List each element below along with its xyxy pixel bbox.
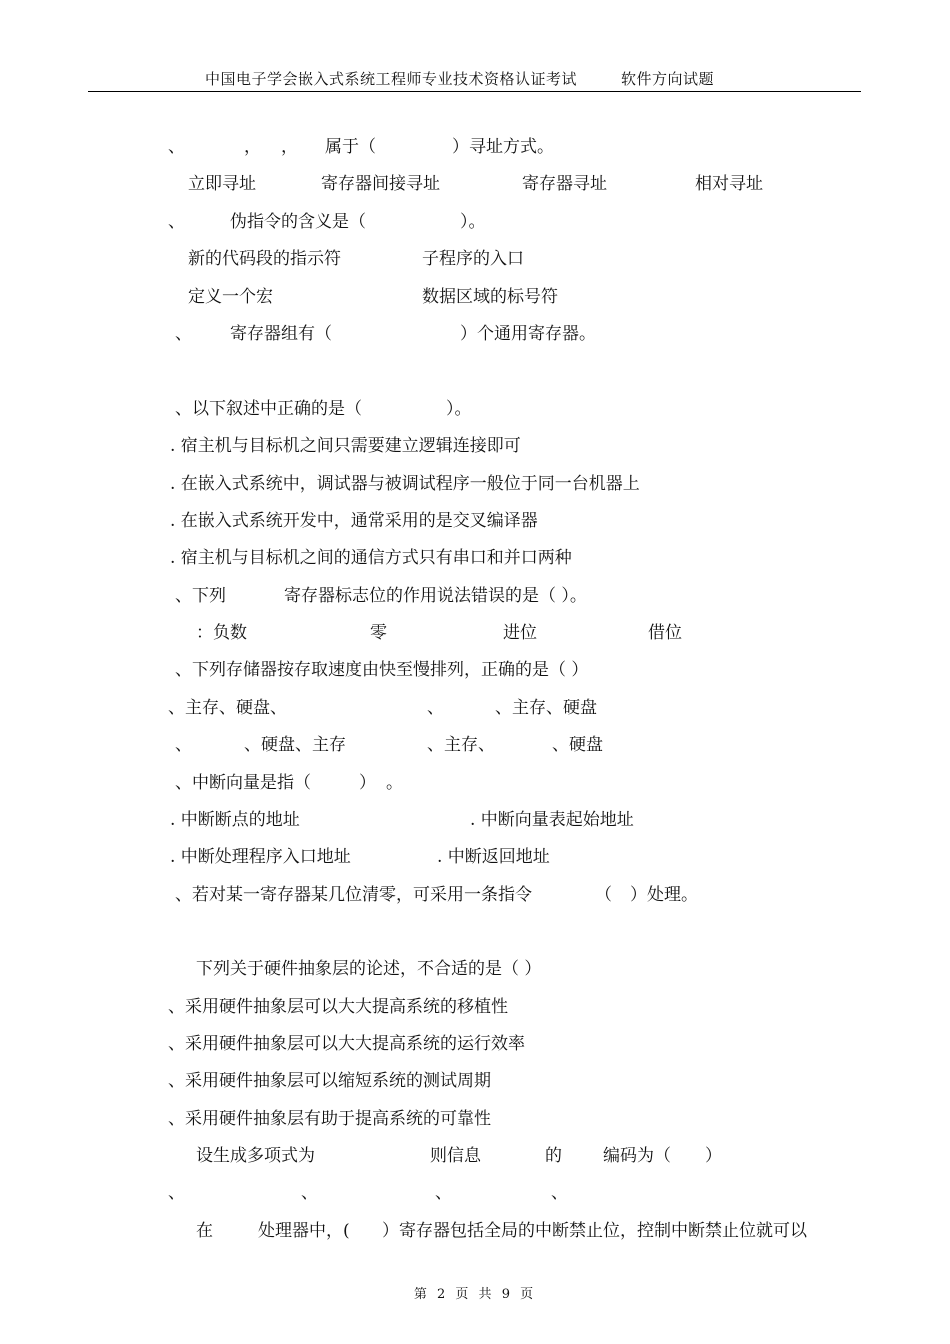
text-segment: ）。 [460,212,486,232]
option-text: 、硬盘 [552,735,603,755]
header-rule [88,91,861,92]
question-text: 的 [545,1146,562,1166]
option-text: . 中断处理程序入口地址 [170,847,351,867]
text-segment: ）个通用寄存器。 [460,324,596,344]
option-text: 进位 [503,623,537,643]
option-text: 寄存器寻址 [522,174,607,194]
text-segment: ， [281,137,298,157]
question-text: 、以下叙述中正确的是（ [175,399,362,419]
text-segment: 属于（ [325,137,376,157]
option-text: 零 [370,623,387,643]
text-segment: 、 [168,137,185,157]
question-text: 寄存器标志位的作用说法错误的是（ ）。 [284,586,587,606]
question-text: ） [359,773,376,793]
option-text: . 在嵌入式系统开发中，通常采用的是交叉编译器 [170,511,538,531]
option-text: . 在嵌入式系统中，调试器与被调试程序一般位于同一台机器上 [170,474,640,494]
text-segment: 、 [175,324,192,344]
option-text: 、 [168,1183,185,1203]
page-footer: 第 2 页 共 9 页 [413,1287,537,1302]
option-text: 子程序的入口 [422,249,524,269]
question-text: ）处理。 [630,885,698,905]
option-text: 、 [435,1183,452,1203]
question-text: 在 [196,1221,213,1241]
question-text: 、下列存储器按存取速度由快至慢排列，正确的是（ ） [175,660,589,680]
text-segment: ， [244,137,261,157]
option-text: 、主存、硬盘 [495,698,597,718]
option-text: . 中断向量表起始地址 [470,810,634,830]
question-text: ） [705,1146,722,1166]
option-text: 、主存、硬盘、 [168,698,287,718]
question-text: 处理器中，( [258,1221,350,1241]
option-text: 寄存器间接寻址 [321,174,440,194]
question-text: ）寄存器包括全局的中断禁止位，控制中断禁止位就可以 [382,1221,807,1241]
question-text: 、中断向量是指（ [175,773,311,793]
question-text: 下列关于硬件抽象层的论述，不合适的是（ ） [196,959,542,979]
option-text: 立即寻址 [188,174,256,194]
text-segment: 寄存器组有（ [230,324,332,344]
option-text: 、采用硬件抽象层有助于提高系统的可靠性 [168,1109,491,1129]
question-text: （ [595,885,612,905]
option-text: 、采用硬件抽象层可以缩短系统的测试周期 [168,1071,491,1091]
option-text: 、 [301,1183,318,1203]
text-segment: ）寻址方式。 [452,137,554,157]
question-text: 、若对某一寄存器某几位清零，可采用一条指令 [175,885,532,905]
option-text: 借位 [648,623,682,643]
question-text: 编码为（ [603,1146,671,1166]
option-text: 、 [551,1183,568,1203]
option-text: 、 [427,698,444,718]
option-text: . 宿主机与目标机之间只需要建立逻辑连接即可 [170,436,521,456]
option-text: 、采用硬件抽象层可以大大提高系统的运行效率 [168,1034,525,1054]
option-text: 相对寻址 [695,174,763,194]
header-title: 中国电子学会嵌入式系统工程师专业技术资格认证考试 软件方向试题 [205,70,715,88]
question-text: 、下列 [175,586,226,606]
option-text: ：负数 [196,623,247,643]
question-text: ）。 [446,399,472,419]
question-text: 则信息 [430,1146,481,1166]
option-text: . 中断断点的地址 [170,810,300,830]
option-text: 、硬盘、主存 [244,735,346,755]
option-text: 数据区域的标号符 [422,287,558,307]
option-text: 新的代码段的指示符 [188,249,341,269]
text-segment: 伪指令的含义是（ [230,212,366,232]
option-text: . 宿主机与目标机之间的通信方式只有串口和并口两种 [170,548,572,568]
question-text: 。 [386,773,403,793]
text-segment: 、 [168,212,185,232]
option-text: 、采用硬件抽象层可以大大提高系统的移植性 [168,997,508,1017]
question-text: 设生成多项式为 [196,1146,315,1166]
option-text: 、 [175,735,192,755]
option-text: 、主存、 [427,735,495,755]
option-text: 定义一个宏 [188,287,273,307]
option-text: . 中断返回地址 [437,847,550,867]
